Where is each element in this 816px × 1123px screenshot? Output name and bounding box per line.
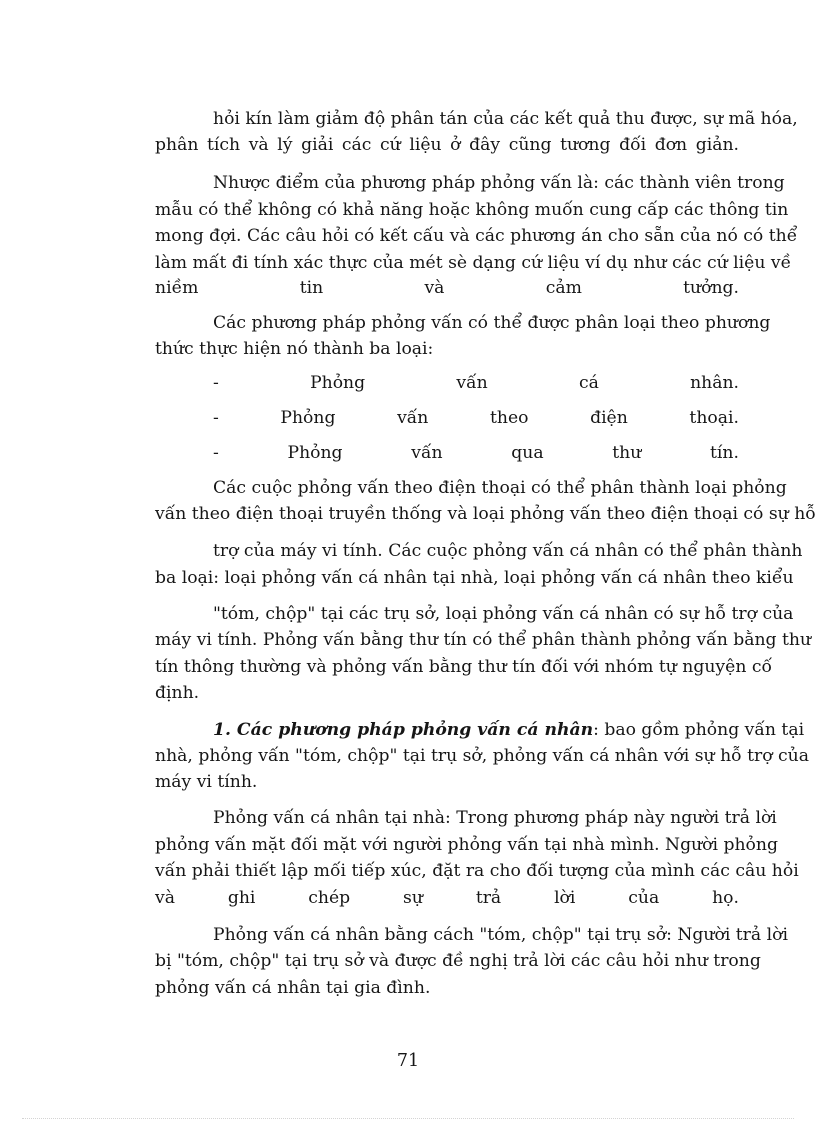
text-line: Các cuộc phỏng vấn theo điện thoại có thể phân thành loại phỏng — [213, 478, 787, 498]
text-line: Nhược điểm của phương pháp phỏng vấn là: các thành viên trong — [213, 173, 785, 193]
word: tín. — [710, 443, 739, 463]
word: họ. — [712, 888, 739, 908]
text-line: vấn phải thiết lập mối tiếp xúc, đặt ra cho đối tượng của mình các câu hỏi — [155, 861, 799, 881]
word: nhân. — [690, 373, 739, 393]
text-line: định. — [155, 683, 200, 703]
list-dash: - — [213, 443, 219, 463]
text-line-spread — [155, 274, 739, 302]
word: thoại. — [689, 408, 739, 428]
text-line: nhà, phỏng vấn "tóm, chộp" tại trụ sở, phỏng vấn cá nhân với sự hỗ trợ của — [155, 746, 809, 766]
text-line: thức thực hiện nó thành ba loại: — [155, 339, 434, 359]
word: theo — [489, 408, 529, 428]
word: vấn — [456, 373, 488, 393]
word: cá — [578, 373, 599, 393]
list-item — [213, 439, 739, 467]
word: điện — [590, 408, 628, 428]
word: cảm — [545, 278, 582, 298]
text-line: "tóm, chộp" tại các trụ sở, loại phỏng vấn cá nhân có sự hỗ trợ của — [213, 604, 794, 624]
list-dash: - — [213, 373, 219, 393]
page-bottom-divider — [22, 1118, 794, 1119]
list-item — [213, 404, 739, 432]
word: tưởng. — [683, 278, 739, 298]
word: niềm — [155, 278, 199, 298]
word: trả — [475, 888, 502, 908]
text-line: Phỏng vấn cá nhân tại nhà: Trong phương pháp này người trả lời — [213, 808, 777, 828]
word: vấn — [411, 443, 443, 463]
word: chép — [308, 888, 351, 908]
word: và — [424, 278, 445, 298]
list-dash: - — [213, 408, 219, 428]
section-heading: 1. Các phương pháp phỏng vấn cá nhân — [213, 720, 594, 740]
text-line: tín thông thường và phỏng vấn bằng thư tín đối với nhóm tự nguyện cố — [155, 657, 772, 677]
word: qua — [511, 443, 544, 463]
text-line: Các phương pháp phỏng vấn có thể được phân loại theo phương — [213, 313, 771, 333]
section-heading-rest: : bao gồm phỏng vấn tại — [593, 720, 805, 740]
text-line: mẫu có thể không có khả năng hoặc không muốn cung cấp các thông tin — [155, 200, 789, 220]
text-line: làm mất đi tính xác thực của mét sè dạng cứ liệu ví dụ như các cứ liệu về — [155, 253, 792, 273]
word: tin — [299, 278, 324, 298]
word: Phỏng — [280, 408, 336, 428]
word: sự — [403, 888, 423, 908]
text-line: phân tích và lý giải các cứ liệu ở đây cũng tương đối đơn giản. — [155, 135, 739, 155]
text-line: phỏng vấn mặt đối mặt với người phỏng vấn tại nhà mình. Người phỏng — [155, 835, 778, 855]
text-line: phỏng vấn cá nhân tại gia đình. — [155, 978, 431, 998]
word: Phỏng — [287, 443, 343, 463]
word: ghi — [227, 888, 256, 908]
section-heading-line — [213, 716, 805, 744]
word: của — [628, 888, 660, 908]
page-number: 71 — [396, 1051, 420, 1071]
text-line: vấn theo điện thoại truyền thống và loại phỏng vấn theo điện thoại có sự hỗ — [155, 504, 816, 524]
text-line: Phỏng vấn cá nhân bằng cách "tóm, chộp" tại trụ sở: Người trả lời — [213, 925, 788, 945]
text-line-spread — [155, 884, 739, 912]
text-line: bị "tóm, chộp" tại trụ sở và được đề nghị trả lời các câu hỏi như trong — [155, 951, 761, 971]
word: vấn — [397, 408, 429, 428]
word: Phỏng — [310, 373, 366, 393]
text-line: ba loại: loại phỏng vấn cá nhân tại nhà, loại phỏng vấn cá nhân theo kiểu — [155, 568, 794, 588]
text-line: hỏi kín làm giảm độ phân tán của các kết quả thu được, sự mã hóa, — [213, 109, 798, 129]
list-item — [213, 369, 739, 397]
text-line: máy vi tính. — [155, 772, 258, 792]
text-line: máy vi tính. Phỏng vấn bằng thư tín có thể phân thành phỏng vấn bằng thư — [155, 630, 812, 650]
word: lời — [554, 888, 576, 908]
text-line: mong đợi. Các câu hỏi có kết cấu và các phương án cho sẵn của nó có thể — [155, 226, 798, 246]
word: thư — [612, 443, 642, 463]
word: và — [155, 888, 175, 908]
text-line: trợ của máy vi tính. Các cuộc phỏng vấn cá nhân có thể phân thành — [213, 541, 803, 561]
